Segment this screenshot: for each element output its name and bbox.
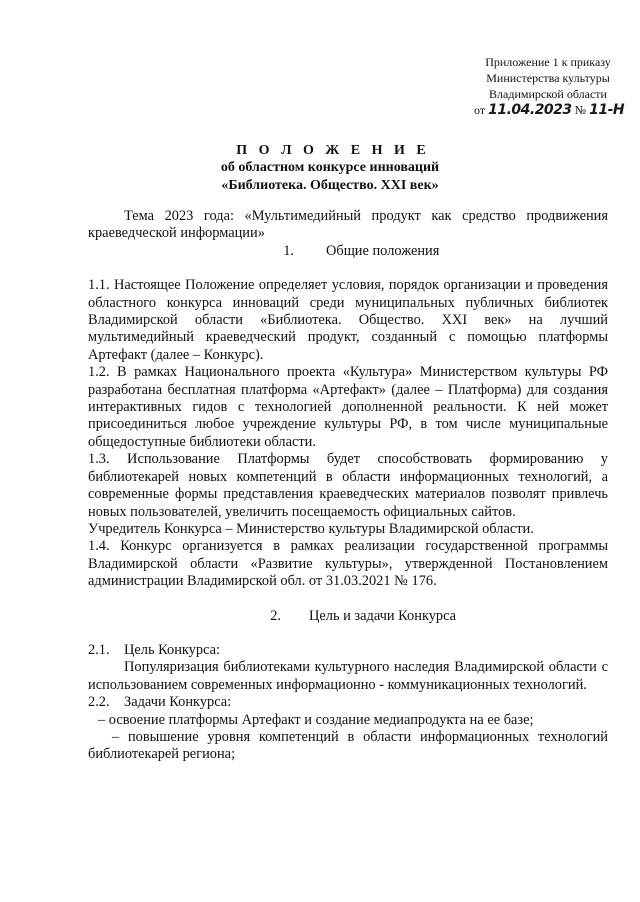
founder-paragraph: Учредитель Конкурса – Министерство культуры Владимирской области. xyxy=(88,520,534,537)
order-prefix: от xyxy=(474,103,486,117)
goal-number: 2.1. xyxy=(88,641,110,658)
order-date-handwritten: 11.04.2023 xyxy=(488,102,572,118)
paragraph-1-1: 1.1. Настоящее Положение определяет условия, порядок организации и проведения областного конкурса инноваций среди муниципальных публичных библиотек Владимирской области «Библиотека. Общество. XXI век» на лучший мультимедийный краеведческий продукт, созданный с помощью платформы Артефакт (далее – Конкурс). xyxy=(88,277,608,363)
paragraph-1-2: 1.2. В рамках Национального проекта «Культура» Министерством культуры РФ разработана бесплатная платформа «Артефакт» (далее – Платформа) для создания интерактивных гидов с технологией дополненной реальности. К ней может присоединиться любое учреждение культуры РФ, в том числе муниципальные общедоступные библиотеки области. xyxy=(88,364,608,450)
annex-line-1: Приложение 1 к приказу xyxy=(485,55,611,69)
document-title xyxy=(0,142,640,195)
section-2-heading xyxy=(88,608,608,625)
tasks-label: Задачи Конкурса: xyxy=(124,694,232,711)
order-number-label: № xyxy=(574,103,587,117)
document-body xyxy=(88,208,608,764)
tasks-number: 2.2. xyxy=(88,694,110,711)
order-line xyxy=(468,102,628,118)
order-number-handwritten: 11-Н xyxy=(589,102,625,118)
section-1-heading xyxy=(88,243,608,260)
goal-heading xyxy=(88,642,608,659)
section-2-title: Цель и задачи Конкурса xyxy=(309,607,457,624)
title-line-1: П О Л О Ж Е Н И Е xyxy=(236,143,430,158)
goal-paragraph: Популяризация библиотеками культурного наследия Владимирской области с использованием современных информационно - коммуникационных технологий. xyxy=(88,659,608,693)
theme-paragraph: Тема 2023 года: «Мультимедийный продукт как средство продвижения краеведческой информации» xyxy=(88,208,608,242)
title-line-3: «Библиотека. Общество. XXI век» xyxy=(221,178,439,193)
section-1-number: 1. xyxy=(283,242,294,259)
task-item-2: – повышение уровня компетенций в области информационных технологий библиотекарей региона; xyxy=(88,728,608,763)
annex-block xyxy=(468,54,628,118)
task-item-1: – освоение платформы Артефакт и создание медиапродукта на ее базе; xyxy=(98,711,534,728)
tasks-heading xyxy=(88,694,608,711)
annex-line-2: Министерства культуры xyxy=(486,71,610,85)
paragraph-1-4: 1.4. Конкурс организуется в рамках реализации государственной программы Владимирской области «Развитие культуры», утвержденной Постановлением администрации Владимирской обл. от 31.03.2021 № 176. xyxy=(88,538,608,590)
section-1-title: Общие положения xyxy=(326,242,440,259)
goal-label: Цель Конкурса: xyxy=(124,641,221,658)
title-line-2: об областном конкурсе инноваций xyxy=(220,160,440,175)
paragraph-1-3: 1.3. Использование Платформы будет способствовать формированию у библиотекарей новых компетенций в области информационных технологий, а современные формы представления краеведческих материалов позволят привлечь новых пользователей, увеличить посещаемость официальных сайтов. xyxy=(88,451,608,520)
section-2-number: 2. xyxy=(270,607,281,624)
annex-line-3: Владимирской области xyxy=(489,87,607,101)
